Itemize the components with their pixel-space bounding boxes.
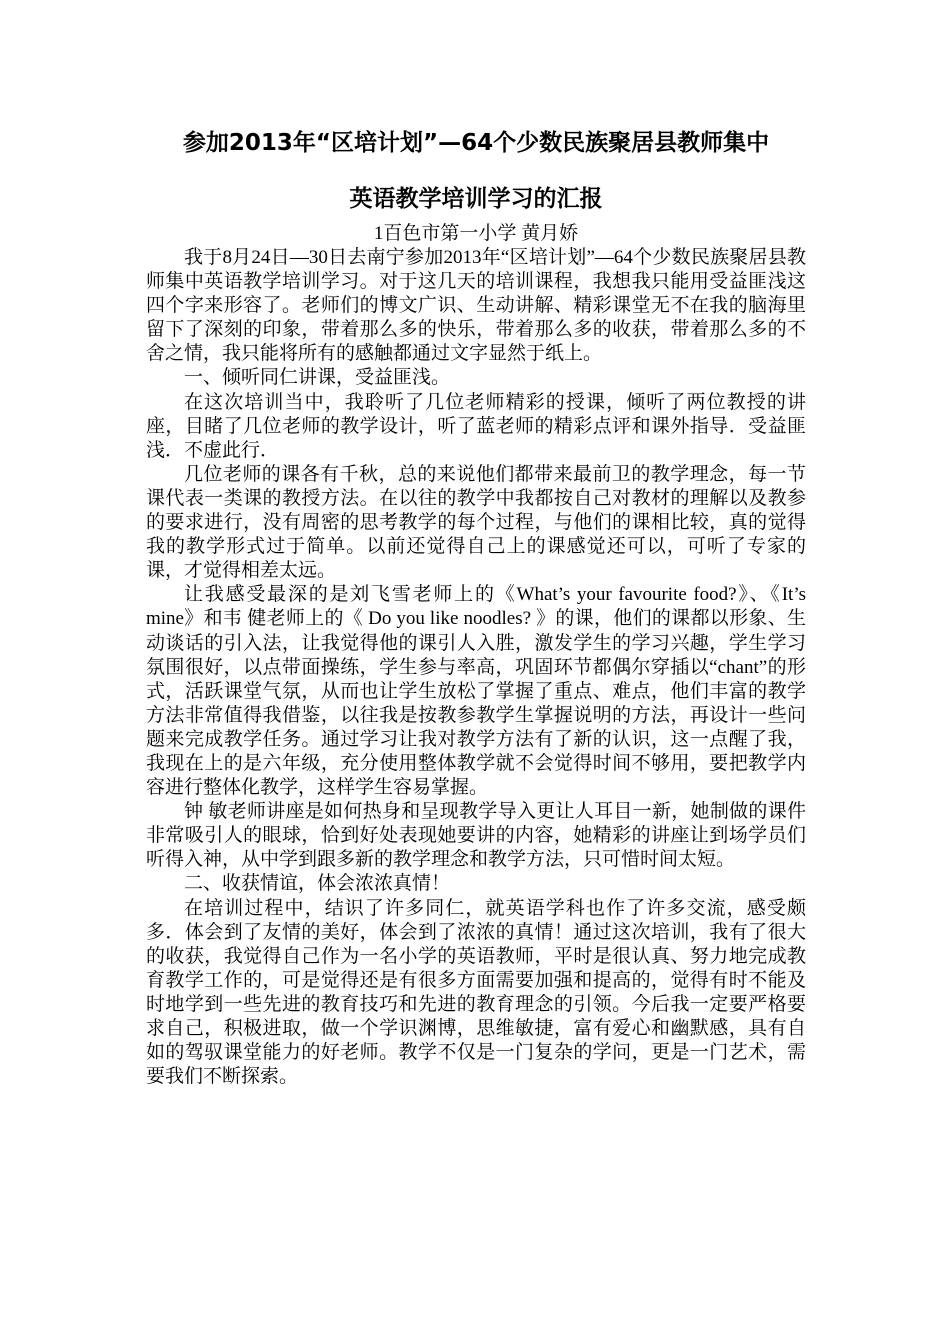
document-title-line-1: 参加2013年“区培计划”—64个少数民族聚居县教师集中 bbox=[182, 130, 770, 156]
paragraph: 让我感受最深的是刘飞雪老师上的《What’s your favourite food?》、《It’s mine》和韦 健老师上的《 Do you like noodles? 》的课，他们的课都以形象、生动谈话的引入法，让我觉得他的课引人入胜，激发学生的学习兴趣，学生学习氛围很好，以点带面操练，学生参与率高，巩固环节都偶尔穿插以“chant”的形式，活跃课堂气氛，从而也让学生放松了掌握了重点、难点，他们丰富的教学方法非常值得我借鉴，以往我是按教参教学生掌握说明的方法，再设计一些问题来完成教学任务。通过学习让我对教学方法有了新的认识，这一点醒了我，我现在上的是六年级，充分使用整体教学就不会觉得时间不够用，要把教学内容进行整体化教学，这样学生容易掌握。 bbox=[146, 584, 806, 799]
document-body bbox=[146, 246, 806, 1089]
document-title-line-2: 英语教学培训学习的汇报 bbox=[349, 186, 603, 212]
document-page bbox=[146, 128, 806, 1089]
section-heading-2: 二、收获情谊，体会浓浓真情！ bbox=[184, 873, 451, 895]
author-line: 1百色市第一小学 黄月娇 bbox=[373, 223, 579, 244]
paragraph-intro: 我于8月24日—30日去南宁参加2013年“区培计划”—64个少数民族聚居县教师集中英语教学培训学习。对于这几天的培训课程，我想我只能用受益匪浅这四个字来形容了。老师们的博文广识、生动讲解、精彩课堂无不在我的脑海里留下了深刻的印象，带着那么多的快乐，带着那么多的收获，带着那么多的不舍之情，我只能将所有的感触都通过文字显然于纸上。 bbox=[146, 247, 806, 365]
paragraph: 在这次培训当中，我聆听了几位老师精彩的授课，倾听了两位教授的讲座，目睹了几位老师的教学设计，听了蓝老师的精彩点评和课外指导．受益匪浅．不虚此行． bbox=[146, 391, 806, 461]
section-heading-1: 一、倾听同仁讲课，受益匪浅。 bbox=[184, 367, 451, 389]
paragraph: 在培训过程中，结识了许多同仁，就英语学科也作了许多交流，感受颇多．体会到了友情的美好，体会到了浓浓的真情！通过这次培训，我有了很大的收获，我觉得自己作为一名小学的英语教师，平时是很认真、努力地完成教育教学工作的，可是觉得还是有很多方面需要加强和提高的，觉得有时不能及时地学到一些先进的教育技巧和先进的教育理念的引领。今后我一定要严格要求自己，积极进取，做一个学识渊博，思维敏捷，富有爱心和幽默感，具有自如的驾驭课堂能力的好老师。教学不仅是一门复杂的学问，更是一门艺术，需要我们不断探索。 bbox=[146, 897, 806, 1088]
paragraph: 几位老师的课各有千秋，总的来说他们都带来最前卫的教学理念，每一节课代表一类课的教授方法。在以往的教学中我都按自己对教材的理解以及教参的要求进行，没有周密的思考教学的每个过程，与他们的课相比较，真的觉得我的教学形式过于简单。以前还觉得自己上的课感觉还可以，可听了专家的课，才觉得相差太远。 bbox=[146, 463, 806, 582]
paragraph: 钟 敏老师讲座是如何热身和呈现教学导入更让人耳目一新，她制做的课件非常吸引人的眼球，恰到好处表现她要讲的内容，她精彩的讲座让到场学员们听得入神，从中学到跟多新的教学理念和教学方法，只可惜时间太短。 bbox=[146, 801, 806, 871]
